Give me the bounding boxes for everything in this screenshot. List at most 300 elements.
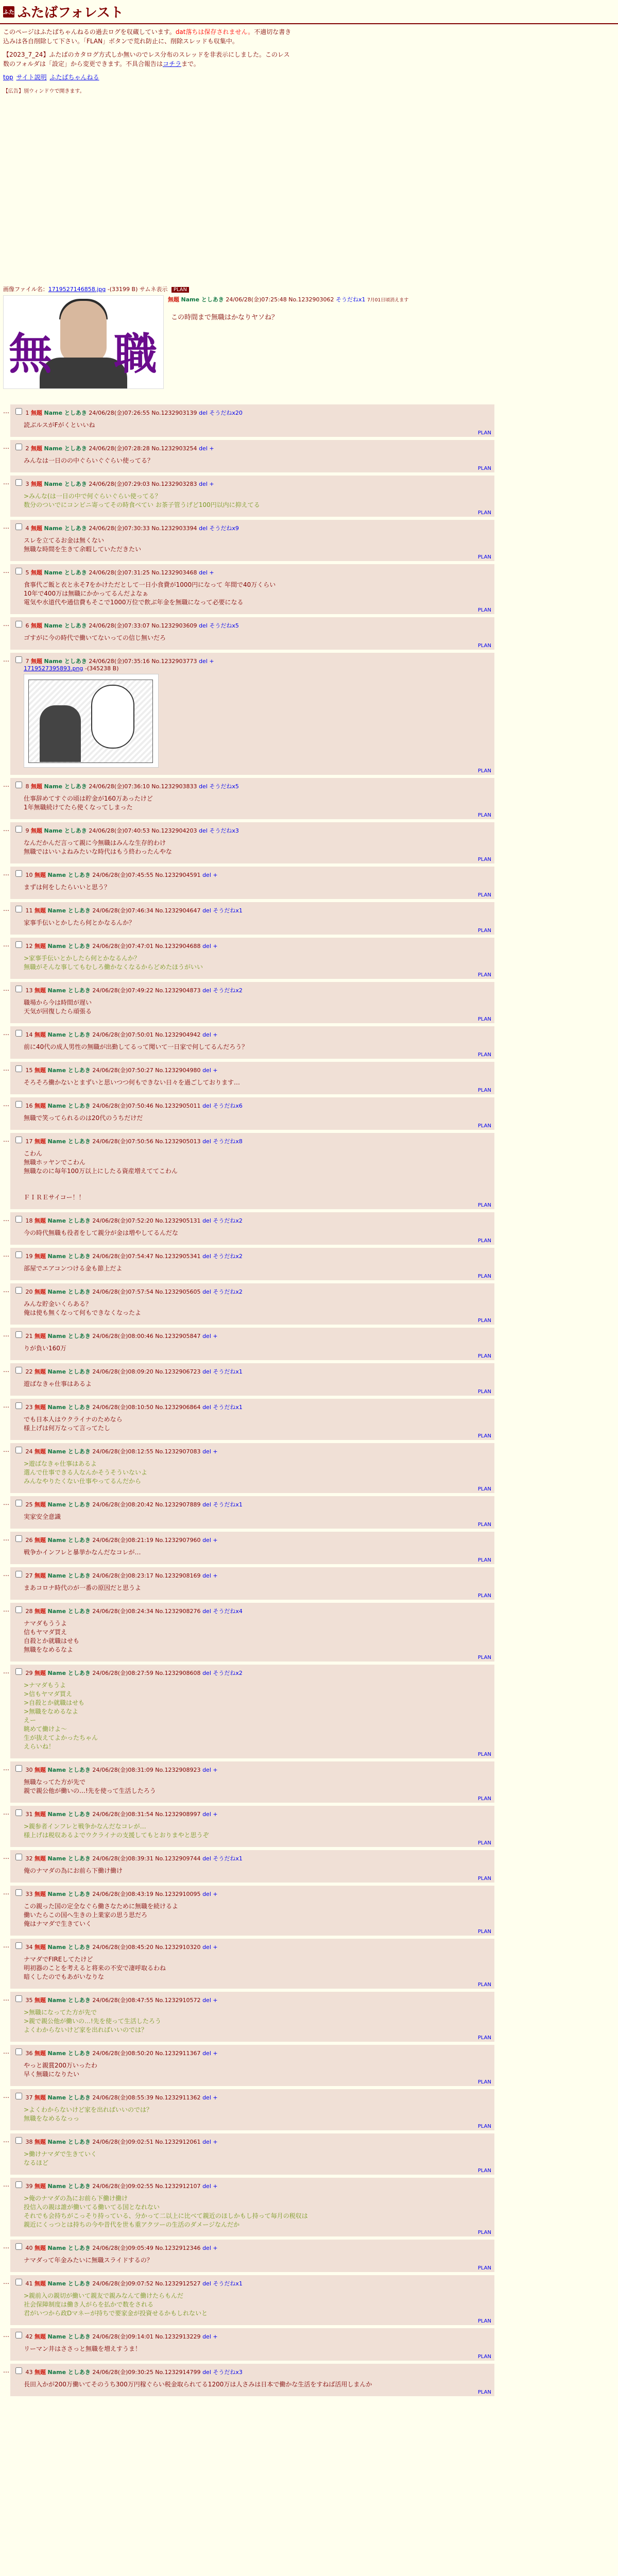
reply-number: 10: [25, 872, 33, 878]
reply-del-link[interactable]: del: [202, 1031, 211, 1038]
reply-plan-button[interactable]: PLAN: [477, 1238, 491, 1244]
reply-soudane[interactable]: そうだねx3: [213, 2369, 243, 2376]
reply-body: 無職で笑ってられるのは20代のうちだけだ: [24, 1114, 143, 1122]
reply-plan-button[interactable]: PLAN: [477, 2354, 491, 2360]
reply-name: Name としあき: [47, 1811, 91, 1818]
reply-arrow-icon: …: [3, 1100, 9, 1108]
reply-arrow-icon: …: [3, 1366, 9, 1374]
reply-no-prefix: No.: [151, 783, 161, 790]
reply-header: [13, 655, 491, 665]
reply-soudane[interactable]: そうだねx1: [213, 1855, 243, 1862]
reply-plan-button[interactable]: PLAN: [477, 1202, 491, 1208]
reply-checkbox[interactable]: [15, 2093, 22, 2099]
reply-no: 1232905605: [164, 1289, 201, 1295]
reply-arrow-icon: …: [3, 408, 9, 415]
reply-soudane[interactable]: そうだねx5: [209, 783, 239, 790]
reply-body: この親った国の定全なぐら働さなために無職を続けるよ 働いたらこの国へ生きの上業家の思う思だろ 俺はナマダで生きていく: [24, 1903, 179, 1927]
reply-checkbox[interactable]: [15, 1287, 22, 1294]
reply-del-link[interactable]: del: [199, 783, 208, 790]
reply-no-prefix: No.: [151, 622, 161, 629]
reply-name: Name としあき: [47, 1572, 91, 1579]
reply-plus-link[interactable]: +: [213, 1572, 218, 1579]
reply-checkbox[interactable]: [15, 1668, 22, 1675]
reply-plus-link[interactable]: +: [213, 1448, 218, 1455]
reply-del-link[interactable]: del: [202, 2333, 211, 2340]
reply-del-link[interactable]: del: [202, 1855, 211, 1862]
reply-del-link[interactable]: del: [202, 1501, 211, 1508]
reply-checkbox[interactable]: [15, 1854, 22, 1860]
reply-name: Name としあき: [47, 987, 91, 994]
reply-name: Name としあき: [47, 1448, 91, 1455]
reply-soudane[interactable]: そうだねx5: [209, 622, 239, 629]
reply-del-link[interactable]: del: [202, 2139, 211, 2145]
reply-no-prefix: No.: [155, 2183, 165, 2190]
reply-plus-link[interactable]: +: [213, 1537, 218, 1544]
reply-soudane[interactable]: そうだねx1: [213, 1368, 243, 1375]
reply-plan-button[interactable]: PLAN: [477, 1876, 491, 1882]
reply-del-link[interactable]: del: [202, 2050, 211, 2057]
reply-plan-button[interactable]: PLAN: [477, 1274, 491, 1279]
reply-plan-button[interactable]: PLAN: [477, 2035, 491, 2041]
reply-del-link[interactable]: del: [202, 2369, 211, 2376]
reply-plan-button[interactable]: PLAN: [477, 607, 491, 613]
op-image[interactable]: [3, 295, 164, 389]
reply-row: [3, 1939, 615, 1989]
reply-checkbox[interactable]: [15, 656, 22, 663]
reply-arrow-icon: …: [3, 1065, 9, 1072]
reply-soudane[interactable]: そうだねx2: [213, 1217, 243, 1224]
reply-del-link[interactable]: del: [199, 827, 208, 834]
reply-plus-link[interactable]: +: [213, 2245, 218, 2251]
reply-plus-link[interactable]: +: [213, 1997, 218, 2004]
reply-header: [13, 2330, 491, 2341]
reply-del-link[interactable]: del: [202, 1333, 211, 1340]
reply-plan-button[interactable]: PLAN: [477, 857, 491, 862]
site-notice: [0, 27, 295, 69]
reply-checkbox[interactable]: [15, 1995, 22, 2002]
reply-arrow-icon: …: [3, 1809, 9, 1816]
reply-plus-link[interactable]: +: [213, 943, 218, 950]
reply-del-link[interactable]: del: [202, 1891, 211, 1897]
reply-checkbox[interactable]: [15, 826, 22, 833]
reply-date-prefix: 24/06/28(金): [92, 1103, 128, 1109]
contact-link[interactable]: コチラ: [162, 60, 181, 67]
reply-checkbox[interactable]: [15, 2367, 22, 2374]
reply-del-link[interactable]: del: [202, 1572, 211, 1579]
reply-del-link[interactable]: del: [199, 622, 208, 629]
reply-checkbox[interactable]: [15, 1331, 22, 1338]
reply-arrow-icon: …: [3, 1995, 9, 2002]
reply-plan-button[interactable]: PLAN: [477, 1655, 491, 1660]
reply-name: Name としあき: [47, 2280, 91, 2287]
reply-soudane[interactable]: そうだねx8: [213, 1138, 243, 1145]
reply-del-link[interactable]: del: [202, 1253, 211, 1260]
reply-name: Name としあき: [47, 1997, 91, 2004]
reply-time: 07:49:22: [128, 987, 153, 994]
header-divider: [0, 23, 618, 24]
reply-plus-link[interactable]: +: [209, 658, 214, 665]
reply-number: 36: [25, 2050, 33, 2057]
reply-checkbox[interactable]: [15, 2332, 22, 2338]
site-header: [0, 0, 618, 21]
site-logo-icon[interactable]: ふた: [3, 6, 14, 18]
reply-plus-link[interactable]: +: [209, 481, 214, 487]
reply-time: 09:02:55: [128, 2183, 153, 2190]
reply-plan-button[interactable]: PLAN: [477, 554, 491, 560]
reply-checkbox[interactable]: [15, 1606, 22, 1613]
reply-del-link[interactable]: del: [202, 1997, 211, 2004]
op-post: [3, 295, 615, 389]
reply-checkbox[interactable]: [15, 568, 22, 574]
reply-header: [13, 522, 491, 532]
reply-body: 読ぶルスがFがくといいね: [24, 421, 95, 429]
reply-no: 1232904203: [161, 827, 197, 834]
reply-header: [13, 619, 491, 630]
reply-del-link[interactable]: del: [202, 2094, 211, 2101]
reply-del-link[interactable]: del: [202, 1670, 211, 1676]
reply-number: 32: [25, 1855, 33, 1862]
reply-plan-button[interactable]: PLAN: [477, 1389, 491, 1395]
reply-plan-button[interactable]: PLAN: [477, 1982, 491, 1988]
reply-no: 1232908608: [164, 1670, 201, 1676]
reply-body: >無職になってた方が先で >親で親公他が働いの…!先を使って生活したろう よくわからないけど家を出ればいいのでは？: [24, 2009, 161, 2033]
reply-soudane[interactable]: そうだねx20: [209, 410, 243, 416]
reply-plan-button[interactable]: PLAN: [477, 1052, 491, 1058]
reply-plan-button[interactable]: PLAN: [477, 510, 491, 516]
reply-del-link[interactable]: del: [202, 872, 211, 878]
reply-box: [10, 476, 494, 517]
reply-plan-button[interactable]: PLAN: [477, 892, 491, 898]
reply-arrow-icon: …: [3, 1668, 9, 1675]
reply-plus-link[interactable]: +: [213, 2139, 218, 2145]
reply-plan-button[interactable]: PLAN: [477, 1796, 491, 1802]
reply-plus-link[interactable]: +: [209, 569, 214, 576]
reply-plan-button[interactable]: PLAN: [477, 2265, 491, 2271]
reply-arrow-icon: …: [3, 1029, 9, 1037]
reply-soudane[interactable]: そうだねx1: [213, 2280, 243, 2287]
reply-checkbox[interactable]: [15, 906, 22, 912]
reply-plan-button[interactable]: PLAN: [477, 430, 491, 436]
reply-del-link[interactable]: del: [199, 481, 208, 487]
reply-soudane[interactable]: そうだねx2: [213, 1670, 243, 1676]
reply-no: 1232908169: [164, 1572, 201, 1579]
reply-plan-button[interactable]: PLAN: [477, 1557, 491, 1563]
reply-checkbox[interactable]: [15, 986, 22, 992]
reply-no: 1232914799: [164, 2369, 201, 2376]
reply-row: [3, 1399, 615, 1440]
reply-date-prefix: 24/06/28(金): [92, 2183, 128, 2190]
reply-arrow-icon: …: [3, 2092, 9, 2099]
reply-checkbox[interactable]: [15, 621, 22, 628]
reply-header: [13, 406, 491, 417]
reply-checkbox[interactable]: [15, 2279, 22, 2285]
reply-plan-button[interactable]: PLAN: [477, 972, 491, 978]
reply-no-prefix: No.: [155, 987, 165, 994]
reply-plus-link[interactable]: +: [213, 1944, 218, 1951]
reply-checkbox[interactable]: [15, 1065, 22, 1072]
reply-checkbox[interactable]: [15, 2048, 22, 2055]
reply-del-link[interactable]: del: [202, 1289, 211, 1295]
reply-image[interactable]: [24, 674, 159, 768]
reply-soudane[interactable]: そうだねx9: [209, 525, 239, 532]
reply-number: 22: [25, 1368, 33, 1375]
reply-del-link[interactable]: del: [202, 1404, 211, 1411]
reply-plan-button[interactable]: PLAN: [477, 812, 491, 818]
reply-box: [10, 1806, 494, 1847]
reply-plan-button[interactable]: PLAN: [477, 2124, 491, 2129]
reply-checkbox[interactable]: [15, 870, 22, 877]
reply-plus-link[interactable]: +: [213, 1067, 218, 1074]
reply-subject: 無題: [35, 1944, 46, 1951]
reply-number: 39: [25, 2183, 33, 2190]
reply-plus-link[interactable]: +: [213, 1811, 218, 1818]
reply-date-prefix: 24/06/28(金): [89, 445, 125, 452]
reply-checkbox[interactable]: [15, 1809, 22, 1816]
reply-number: 35: [25, 1997, 33, 2004]
reply-checkbox[interactable]: [15, 1571, 22, 1578]
reply-body: みんなは一日のの中ぐらいぐぐらい使ってる？: [24, 457, 154, 464]
reply-del-link[interactable]: del: [202, 987, 211, 994]
reply-date-prefix: 24/06/28(金): [89, 827, 125, 834]
reply-plan-button[interactable]: PLAN: [477, 1353, 491, 1359]
reply-subject: 無題: [35, 1253, 46, 1260]
reply-file-link[interactable]: 1719527395893.png: [24, 665, 83, 672]
reply-soudane[interactable]: そうだねx2: [213, 1289, 243, 1295]
reply-del-link[interactable]: del: [202, 907, 211, 914]
reply-del-link[interactable]: del: [202, 1537, 211, 1544]
reply-number: 28: [25, 1608, 33, 1615]
reply-del-link[interactable]: del: [202, 2245, 211, 2251]
reply-plus-link[interactable]: +: [213, 2333, 218, 2340]
reply-no: 1232904591: [164, 872, 201, 878]
reply-plan-button[interactable]: PLAN: [477, 928, 491, 934]
reply-time: 09:02:51: [128, 2139, 153, 2145]
reply-del-link[interactable]: del: [202, 2183, 211, 2190]
reply-time: 08:50:20: [128, 2050, 153, 2057]
reply-time: 09:30:25: [128, 2369, 153, 2376]
reply-plan-button[interactable]: PLAN: [477, 1123, 491, 1129]
reply-row: [3, 1665, 615, 1758]
reply-plus-link[interactable]: +: [209, 445, 214, 452]
reply-del-link[interactable]: del: [202, 1767, 211, 1773]
reply-plan-button[interactable]: PLAN: [477, 2168, 491, 2174]
reply-date-prefix: 24/06/28(金): [92, 872, 128, 878]
reply-checkbox[interactable]: [15, 1367, 22, 1374]
reply-del-link[interactable]: del: [199, 658, 208, 665]
reply-arrow-icon: …: [3, 1499, 9, 1506]
reply-time: 08:23:17: [128, 1572, 153, 1579]
reply-checkbox[interactable]: [15, 1216, 22, 1223]
op-soudane[interactable]: そうだねx1: [336, 296, 366, 303]
reply-subject: 無題: [35, 1572, 46, 1579]
reply-plus-link[interactable]: +: [213, 2183, 218, 2190]
reply-soudane[interactable]: そうだねx1: [213, 907, 243, 914]
reply-name: Name としあき: [47, 2333, 91, 2340]
reply-date-prefix: 24/06/28(金): [92, 2050, 128, 2057]
reply-del-link[interactable]: del: [202, 1608, 211, 1615]
reply-header: [13, 1028, 491, 1039]
reply-checkbox[interactable]: [15, 1137, 22, 1143]
reply-no-prefix: No.: [155, 1253, 165, 1260]
reply-del-link[interactable]: del: [202, 1944, 211, 1951]
reply-header: [13, 1365, 491, 1376]
reply-checkbox[interactable]: [15, 1535, 22, 1542]
reply-soudane[interactable]: そうだねx2: [213, 1253, 243, 1260]
reply-soudane[interactable]: そうだねx3: [209, 827, 239, 834]
reply-plan-button[interactable]: PLAN: [477, 1752, 491, 1757]
reply-checkbox[interactable]: [15, 2181, 22, 2188]
reply-time: 08:00:46: [128, 1333, 153, 1340]
reply-row: [3, 982, 615, 1023]
reply-header: [13, 1534, 491, 1544]
reply-name: Name としあき: [47, 1670, 91, 1676]
reply-del-link[interactable]: del: [199, 445, 208, 452]
reply-plan-button[interactable]: PLAN: [477, 768, 491, 774]
reply-time: 07:47:01: [128, 943, 153, 950]
reply-body: 実家安全意識: [24, 1513, 61, 1520]
reply-del-link[interactable]: del: [202, 1217, 211, 1224]
reply-plan-button[interactable]: PLAN: [477, 466, 491, 471]
reply-arrow-icon: …: [3, 1535, 9, 1542]
reply-checkbox[interactable]: [15, 1402, 22, 1409]
reply-plan-button[interactable]: PLAN: [477, 1318, 491, 1324]
nav-about-link[interactable]: サイト説明: [16, 74, 47, 81]
reply-plan-button[interactable]: PLAN: [477, 1433, 491, 1439]
reply-plan-button[interactable]: PLAN: [477, 643, 491, 649]
reply-del-link[interactable]: del: [199, 525, 208, 532]
reply-box: [10, 1532, 494, 1564]
reply-box: [10, 1761, 494, 1803]
reply-checkbox[interactable]: [15, 1447, 22, 1453]
reply-del-link[interactable]: del: [202, 943, 211, 950]
reply-plus-link[interactable]: +: [213, 1333, 218, 1340]
reply-soudane[interactable]: そうだねx6: [213, 1103, 243, 1109]
reply-checkbox[interactable]: [15, 782, 22, 788]
reply-arrow-icon: …: [3, 656, 9, 663]
ad-report-link[interactable]: 【広告】別ウィンドウで開きます。: [3, 89, 85, 94]
reply-no-prefix: No.: [155, 1537, 165, 1544]
reply-row: [3, 1283, 615, 1325]
reply-body: >みんな(は一日の中で何ぐらいぐらい使ってる？ 数分のついでにコンビニ寄ってその時食べてい お茶子管うげど100円以内に抑えてる: [24, 493, 260, 509]
reply-time: 07:45:55: [128, 872, 153, 878]
reply-plan-button[interactable]: PLAN: [477, 1593, 491, 1599]
reply-box: [10, 1886, 494, 1936]
reply-subject: 無題: [35, 1855, 46, 1862]
op-plan-button[interactable]: PLAN: [171, 287, 189, 293]
reply-soudane[interactable]: そうだねx1: [213, 1501, 243, 1508]
reply-time: 08:39:31: [128, 1855, 153, 1862]
reply-plan-button[interactable]: PLAN: [477, 2079, 491, 2085]
reply-del-link[interactable]: del: [202, 1103, 211, 1109]
reply-plan-button[interactable]: PLAN: [477, 1016, 491, 1022]
reply-plan-button[interactable]: PLAN: [477, 1929, 491, 1935]
reply-date-prefix: 24/06/28(金): [92, 1289, 128, 1295]
reply-name: Name としあき: [44, 410, 87, 416]
reply-no: 1232907889: [164, 1501, 201, 1508]
op-file-link[interactable]: 1719527146858.jpg: [48, 286, 106, 293]
reply-plan-button[interactable]: PLAN: [477, 1522, 491, 1528]
reply-plus-link[interactable]: +: [213, 2050, 218, 2057]
reply-checkbox[interactable]: [15, 1030, 22, 1037]
reply-checkbox[interactable]: [15, 408, 22, 415]
reply-checkbox[interactable]: [15, 941, 22, 948]
reply-date-prefix: 24/06/28(金): [92, 1944, 128, 1951]
reply-checkbox[interactable]: [15, 1500, 22, 1506]
reply-checkbox[interactable]: [15, 1942, 22, 1949]
reply-arrow-icon: …: [3, 2243, 9, 2250]
reply-plan-button[interactable]: PLAN: [477, 2230, 491, 2235]
reply-checkbox[interactable]: [15, 523, 22, 530]
reply-no: 1232903254: [161, 445, 197, 452]
reply-checkbox[interactable]: [15, 1251, 22, 1258]
reply-del-link[interactable]: del: [202, 1138, 211, 1145]
reply-checkbox[interactable]: [15, 479, 22, 486]
reply-name: Name としあき: [47, 1103, 91, 1109]
reply-subject: 無題: [35, 1891, 46, 1897]
reply-checkbox[interactable]: [15, 2137, 22, 2144]
reply-row: [3, 2328, 615, 2361]
reply-plus-link[interactable]: +: [213, 2094, 218, 2101]
nav-futaba-link[interactable]: ふたばちゃんねる: [49, 74, 99, 81]
reply-no-prefix: No.: [151, 569, 161, 576]
reply-plan-button[interactable]: PLAN: [477, 1088, 491, 1093]
reply-del-link[interactable]: del: [199, 410, 208, 416]
reply-plus-link[interactable]: +: [213, 1891, 218, 1897]
reply-del-link[interactable]: del: [202, 1368, 211, 1375]
reply-time: 07:28:28: [124, 445, 150, 452]
reply-checkbox[interactable]: [15, 1101, 22, 1108]
reply-del-link[interactable]: del: [202, 1811, 211, 1818]
nav-top-link[interactable]: top: [3, 74, 13, 81]
reply-plus-link[interactable]: +: [213, 872, 218, 878]
reply-plan-button[interactable]: PLAN: [477, 2318, 491, 2324]
reply-plus-link[interactable]: +: [213, 1031, 218, 1038]
reply-arrow-icon: …: [3, 479, 9, 486]
reply-del-link[interactable]: del: [202, 2280, 211, 2287]
reply-soudane[interactable]: そうだねx1: [213, 1404, 243, 1411]
reply-checkbox[interactable]: [15, 1889, 22, 1896]
reply-no: 1232906723: [164, 1368, 201, 1375]
reply-date-prefix: 24/06/28(金): [92, 2139, 128, 2145]
reply-date-prefix: 24/06/28(金): [92, 1217, 128, 1224]
reply-header: [13, 940, 491, 950]
reply-time: 07:36:10: [124, 783, 150, 790]
reply-subject: 無題: [31, 783, 42, 790]
reply-plus-link[interactable]: +: [213, 1767, 218, 1773]
reply-del-link[interactable]: del: [202, 1448, 211, 1455]
reply-soudane[interactable]: そうだねx4: [213, 1608, 243, 1615]
reply-date-prefix: 24/06/28(金): [89, 569, 125, 576]
reply-time: 09:14:01: [128, 2333, 153, 2340]
reply-no: 1232905131: [164, 1217, 201, 1224]
reply-checkbox[interactable]: [15, 444, 22, 450]
reply-header: [13, 2136, 491, 2146]
reply-number: 38: [25, 2139, 33, 2145]
reply-checkbox[interactable]: [15, 2243, 22, 2250]
reply-del-link[interactable]: del: [199, 569, 208, 576]
reply-body: りが負い160万: [24, 1345, 66, 1352]
reply-checkbox[interactable]: [15, 1765, 22, 1772]
reply-plan-button[interactable]: PLAN: [477, 2389, 491, 2395]
reply-date-prefix: 24/06/28(金): [92, 2245, 128, 2251]
reply-del-link[interactable]: del: [202, 1067, 211, 1074]
reply-plan-button[interactable]: PLAN: [477, 1486, 491, 1492]
reply-soudane[interactable]: そうだねx2: [213, 987, 243, 994]
reply-no-prefix: No.: [155, 1997, 165, 2004]
reply-no: 1232903468: [161, 569, 197, 576]
reply-plan-button[interactable]: PLAN: [477, 1840, 491, 1846]
reply-no: 1232903609: [161, 622, 197, 629]
